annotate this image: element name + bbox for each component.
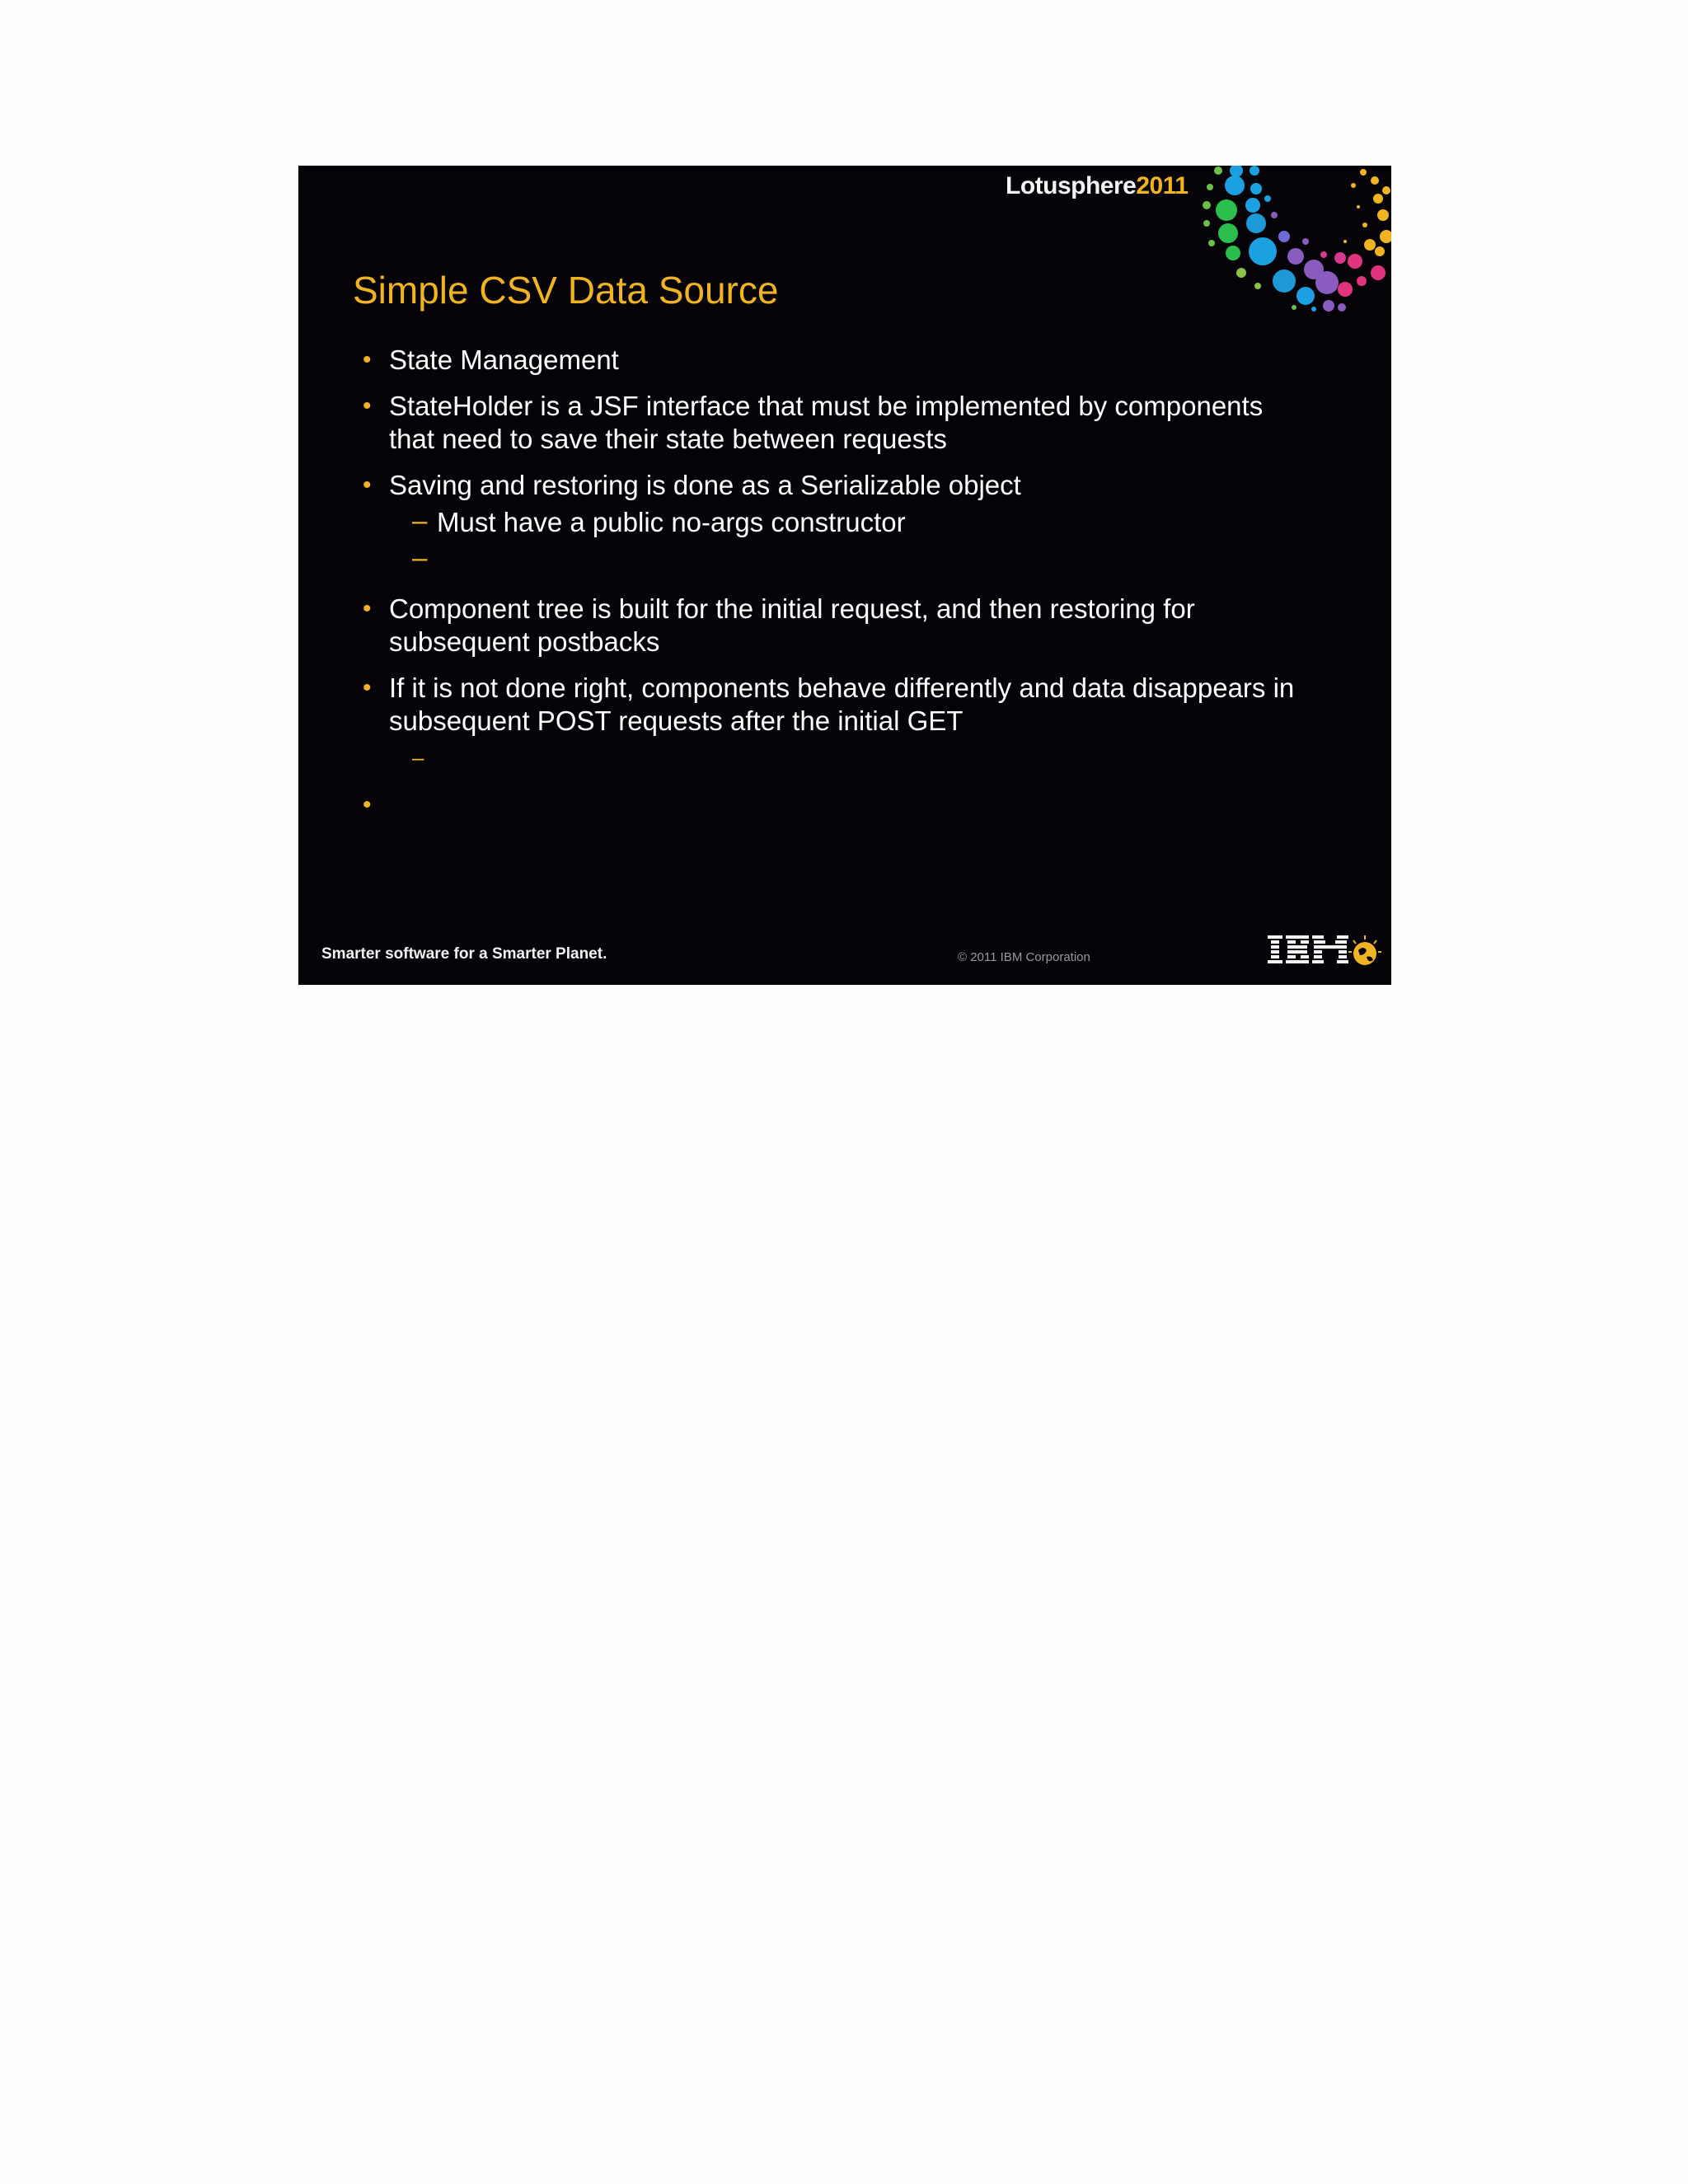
bullet-dot-icon: • <box>363 791 372 818</box>
bullet-item-continuation: subsequent postbacks <box>389 626 660 657</box>
bullet-item: • If it is not done right, components behave differently and data disappears in <box>363 673 1295 703</box>
bullet-dot-icon: • <box>363 674 372 701</box>
sub-bullet-dash-icon: – <box>412 745 424 770</box>
sub-bullet-item: – Must have a public no-args constructor <box>412 505 906 537</box>
lotusphere-logo: Lotusphere2011 <box>1006 172 1189 199</box>
bullet-list <box>298 166 1391 985</box>
bullet-dot-icon: • <box>363 392 372 419</box>
footer-copyright: © 2011 IBM Corporation <box>958 950 1090 964</box>
footer-tagline: Smarter software for a Smarter Planet. <box>321 945 607 963</box>
bullet-item-continuation: subsequent POST requests after the initial GET <box>389 705 964 736</box>
sub-bullet-dash-icon: – <box>412 542 428 573</box>
slide-title: Simple CSV Data Source <box>353 269 779 312</box>
bullet-item: • Component tree is built for the initial request, and then restoring for <box>363 593 1195 624</box>
bullet-item-continuation: that need to save their state between requests <box>389 424 947 454</box>
smarter-planet-icon <box>1347 934 1383 970</box>
bullet-dot-icon: • <box>363 471 372 499</box>
bullet-item: • StateHolder is a JSF interface that must be implemented by components <box>363 391 1264 421</box>
slide <box>298 166 1391 985</box>
sub-bullet-dash-icon: – <box>412 505 428 536</box>
bullet-dot-icon: • <box>363 595 372 622</box>
bullet-dot-icon: • <box>363 346 372 373</box>
bullet-item: • State Management <box>363 344 619 375</box>
bullet-item: • Saving and restoring is done as a Serializable object <box>363 470 1021 500</box>
ibm-logo <box>1268 934 1350 968</box>
